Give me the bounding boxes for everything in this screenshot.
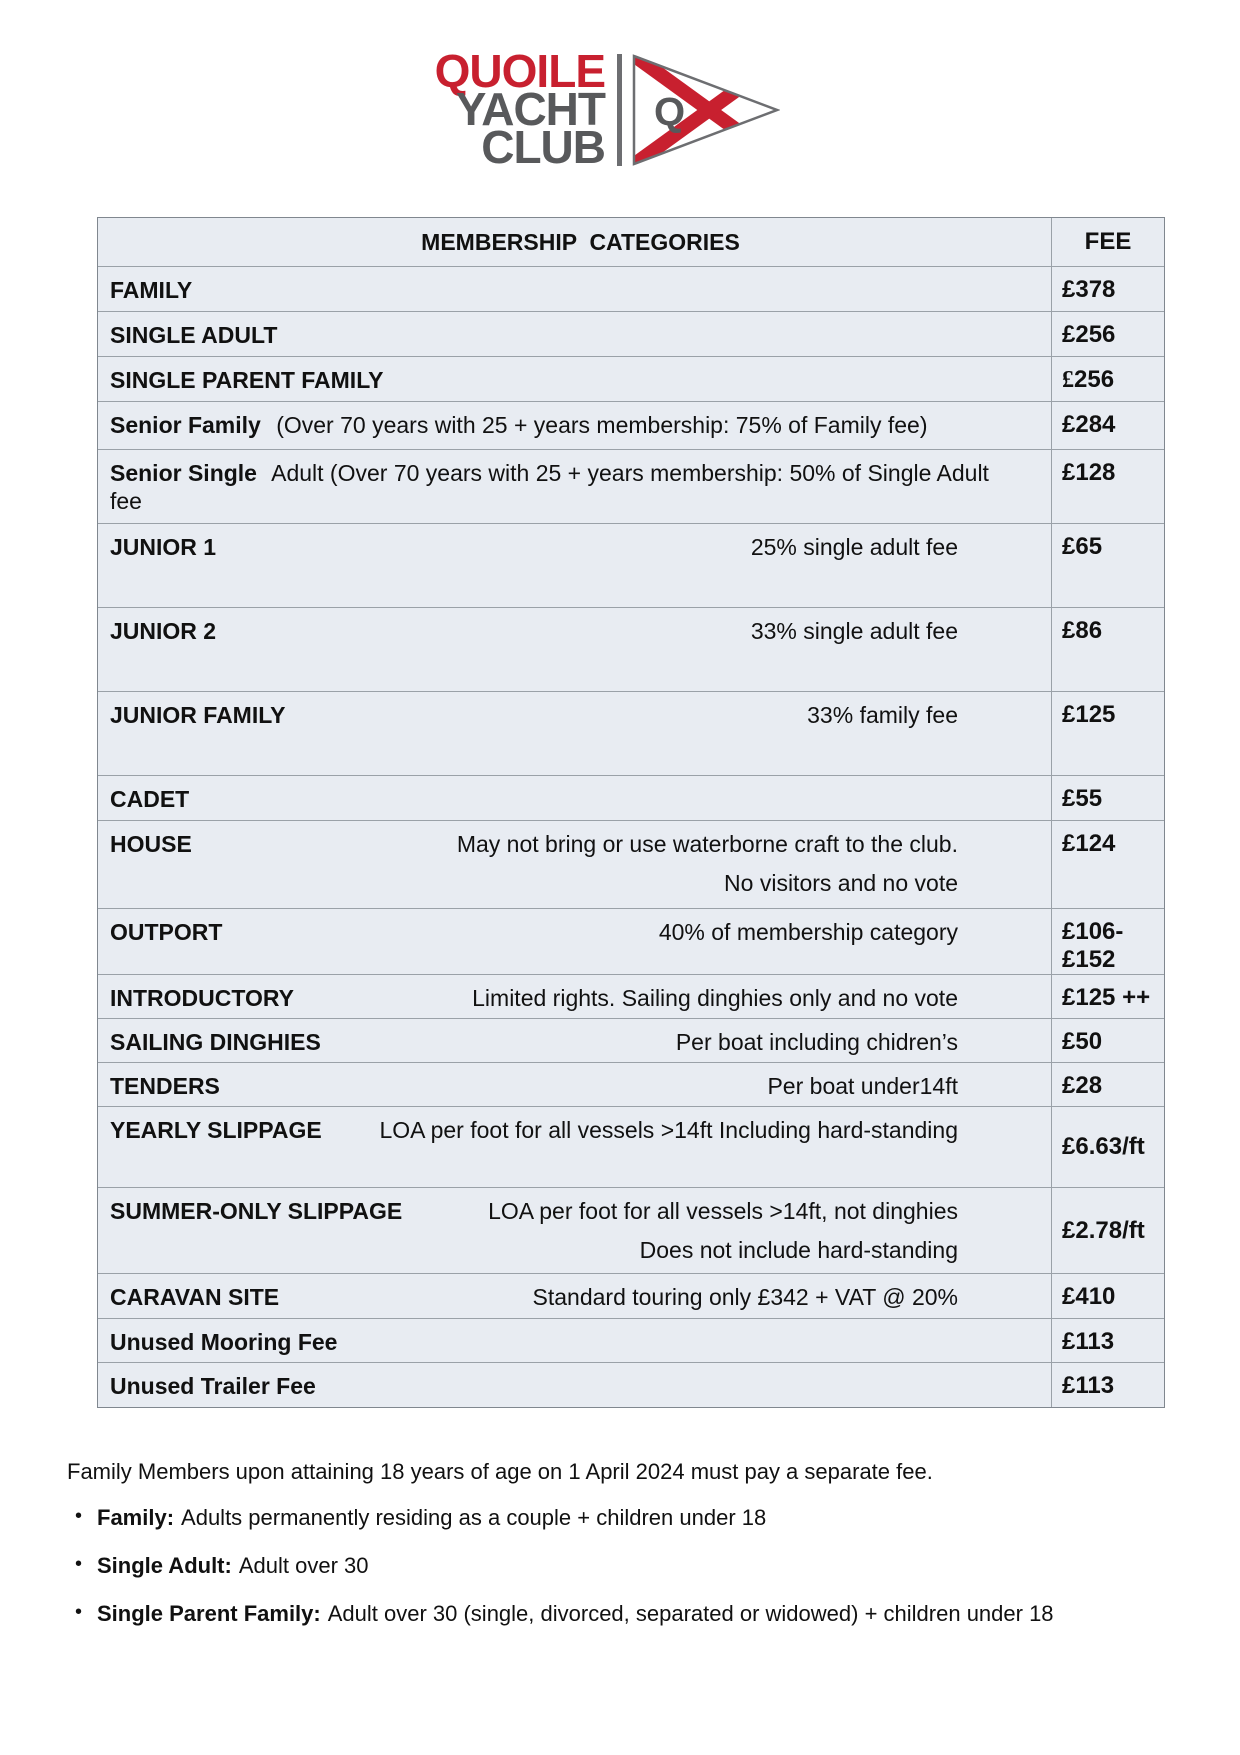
table-row — [98, 1318, 1164, 1362]
description-line: 33% family fee — [807, 702, 958, 728]
club-logo — [383, 45, 780, 173]
table-row — [98, 1018, 1164, 1062]
description-line: Per boat including chidren’s — [675, 1029, 958, 1055]
fee-value: £256 — [1051, 312, 1164, 356]
category-description — [276, 412, 927, 438]
category-label: CADET — [110, 786, 190, 812]
table-row — [98, 1187, 1164, 1273]
category-description — [216, 533, 1051, 561]
table-row — [98, 775, 1164, 820]
fee-value: £124 — [1051, 821, 1164, 908]
fee-value: £113 — [1051, 1363, 1164, 1407]
logo-divider-bar — [617, 54, 622, 166]
bullet-family-label: Family: — [97, 1505, 175, 1530]
description-line: May not bring or use waterborne craft to the club. — [456, 831, 958, 857]
table-row — [98, 1062, 1164, 1106]
logo-word-quoile: QUOILE — [434, 45, 605, 97]
fee-value: £55 — [1051, 776, 1164, 820]
description-line: No visitors and no vote — [724, 870, 958, 896]
description-line: LOA per foot for all vessels >14ft, not dinghies — [488, 1198, 958, 1224]
category-description — [216, 617, 1051, 645]
description-line: 25% single adult fee — [750, 534, 958, 560]
header-membership-categories: MEMBERSHIP CATEGORIES — [421, 229, 740, 255]
category-label: HOUSE — [110, 831, 192, 857]
fee-value: £410 — [1051, 1274, 1164, 1318]
logo-word-yacht: YACHT — [455, 83, 605, 135]
category-label: JUNIOR 2 — [110, 618, 217, 644]
fee-value: £86 — [1051, 608, 1164, 691]
category-label: SAILING DINGHIES — [110, 1029, 321, 1055]
table-row — [98, 356, 1164, 401]
fee-value: £284 — [1051, 402, 1164, 449]
category-label: FAMILY — [110, 277, 193, 303]
fee-value: £28 — [1051, 1063, 1164, 1106]
category-label: OUTPORT — [110, 919, 223, 945]
description-line: Does not include hard-standing — [639, 1237, 958, 1263]
table-header-row — [98, 218, 1164, 266]
category-label: SUMMER-ONLY SLIPPAGE — [110, 1198, 403, 1224]
category-label: YEARLY SLIPPAGE — [110, 1117, 322, 1143]
category-description — [222, 918, 1051, 946]
table-row — [98, 523, 1164, 607]
category-description — [192, 830, 1051, 897]
category-description — [402, 1197, 1051, 1264]
bullet-single-parent-family-text: Adult over 30 (single, divorced, separated or widowed) + children under 18 — [327, 1601, 1054, 1626]
category-label: INTRODUCTORY — [110, 985, 294, 1011]
burgee-letter: Q — [654, 90, 686, 134]
table-row — [98, 1273, 1164, 1318]
fee-value: £ 2.78/ft — [1051, 1188, 1164, 1273]
category-label: CARAVAN SITE — [110, 1284, 280, 1310]
category-label: Unused Mooring Fee — [110, 1329, 338, 1355]
description-line: (Over 70 years with 25 + years membership: 75% of Family fee) — [276, 412, 928, 438]
description-line: 33% single adult fee — [750, 618, 958, 644]
fee-value: £ 6.63/ft — [1051, 1107, 1164, 1187]
fee-value: £65 — [1051, 524, 1164, 607]
category-description — [220, 1072, 1051, 1100]
header-fee: FEE — [1051, 218, 1164, 266]
category-description — [322, 1116, 1051, 1144]
description-line: Per boat under14ft — [767, 1073, 958, 1099]
fee-value: £125 — [1051, 692, 1164, 775]
category-description — [279, 1283, 1051, 1311]
fee-value: £256 — [1051, 357, 1164, 401]
table-row — [98, 266, 1164, 311]
category-description — [286, 701, 1051, 729]
category-label: JUNIOR 1 — [110, 534, 217, 560]
category-label: JUNIOR FAMILY — [110, 702, 286, 728]
description-line: Limited rights. Sailing dinghies only and no vote — [472, 985, 958, 1011]
membership-fee-table — [97, 217, 1165, 1408]
category-label: TENDERS — [110, 1073, 220, 1099]
bullet-single-parent-family — [66, 1600, 1054, 1628]
table-row — [98, 449, 1164, 523]
category-description — [294, 984, 1051, 1012]
table-row — [98, 974, 1164, 1018]
fee-value: £50 — [1051, 1019, 1164, 1062]
bullet-family — [66, 1504, 766, 1532]
table-row — [98, 311, 1164, 356]
notes-intro: Family Members upon attaining 18 years of age on 1 April 2024 must pay a separate fee. — [67, 1459, 933, 1484]
fee-value: £113 — [1051, 1319, 1164, 1362]
fee-value: £106-£152 — [1051, 909, 1164, 974]
table-row — [98, 1106, 1164, 1187]
table-row — [98, 401, 1164, 449]
logo-word-club: CLUB — [481, 121, 605, 173]
bullet-single-adult — [66, 1552, 368, 1580]
burgee-flag-icon — [632, 52, 780, 168]
table-row — [98, 820, 1164, 908]
fee-value: £125 ++ — [1051, 975, 1164, 1018]
description-line: 40% of membership category — [658, 919, 958, 945]
table-row — [98, 691, 1164, 775]
club-logo-wordmark — [383, 45, 605, 173]
bullet-family-text: Adults permanently residing as a couple + children under 18 — [181, 1505, 767, 1530]
description-line: Standard touring only £342 + VAT @ 20% — [532, 1284, 958, 1310]
category-description — [321, 1028, 1051, 1056]
category-label: Senior Single — [110, 460, 257, 486]
table-row — [98, 607, 1164, 691]
category-label: SINGLE ADULT — [110, 322, 278, 348]
bullet-single-adult-text: Adult over 30 — [238, 1553, 369, 1578]
fee-value: £128 — [1051, 450, 1164, 523]
category-label: SINGLE PARENT FAMILY — [110, 367, 384, 393]
bullet-single-parent-family-label: Single Parent Family: — [97, 1601, 321, 1626]
description-line: Adult (Over 70 years with 25 + years membership: 50% of Single Adult fee — [110, 460, 989, 514]
category-label: Unused Trailer Fee — [110, 1373, 316, 1399]
description-line: LOA per foot for all vessels >14ft Including hard-standing — [379, 1117, 958, 1143]
fee-value: £378 — [1051, 267, 1164, 311]
bullet-single-adult-label: Single Adult: — [97, 1553, 232, 1578]
category-label: Senior Family — [110, 412, 261, 438]
table-row — [98, 908, 1164, 974]
table-row — [98, 1362, 1164, 1407]
